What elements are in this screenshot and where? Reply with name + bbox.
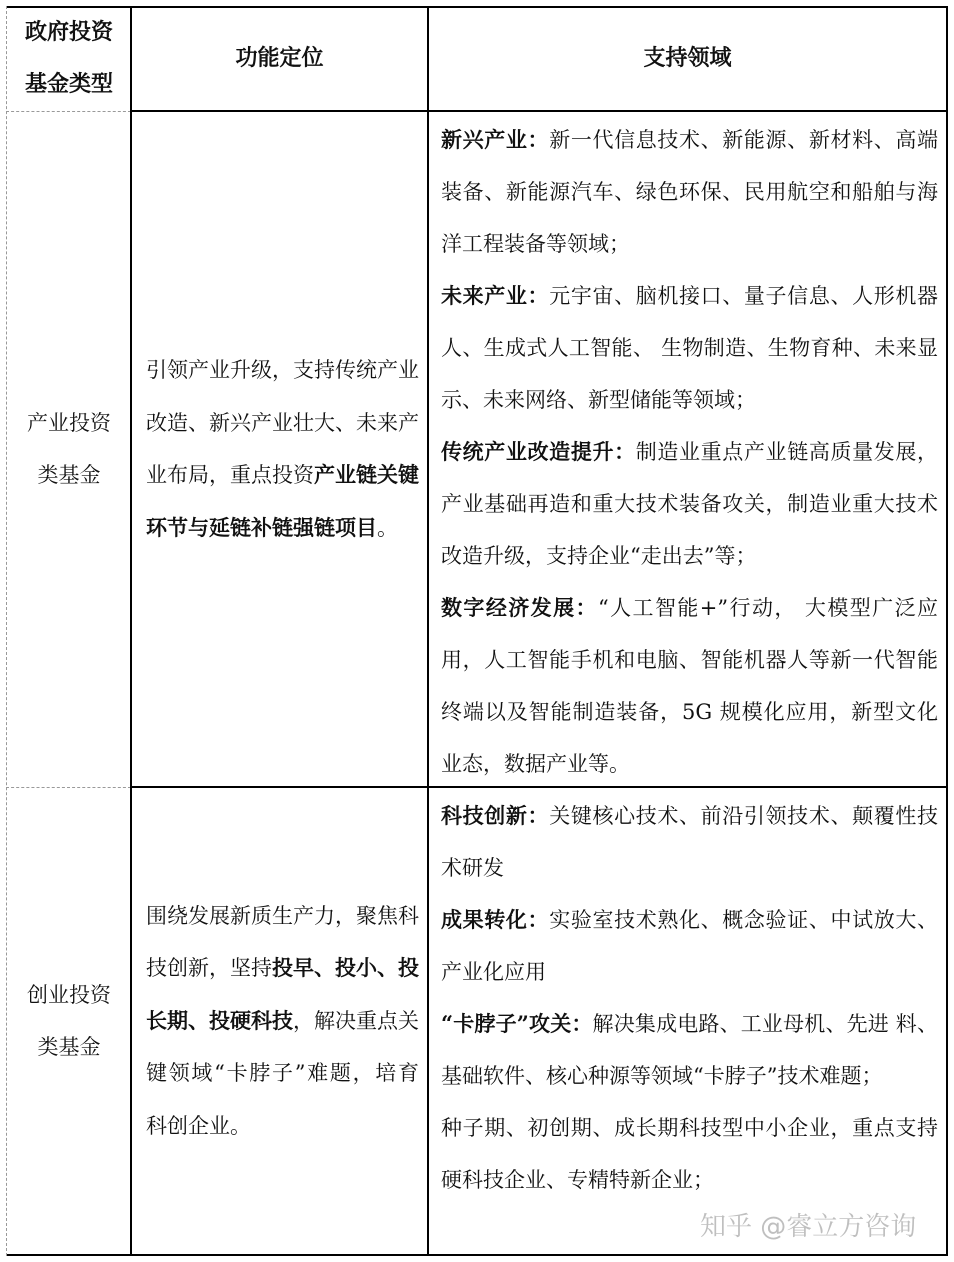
header-support-areas: 支持领域: [643, 45, 732, 71]
support-text: 关键核心技术、前沿引领技术、颠覆性技术研发: [441, 804, 939, 880]
row1-support-item: [441, 270, 938, 426]
support-text: 解决集成电路、工业母机、先进 料、基础软件、核心种源等领域“卡脖子”技术难题；: [441, 1012, 938, 1088]
row2-support-item: [441, 790, 938, 894]
row2-support-item: [441, 894, 938, 998]
row1-support-areas: [429, 114, 946, 786]
header-function: 功能定位: [235, 45, 324, 71]
row1-function-end: 。: [377, 515, 398, 540]
row2-support-item: [441, 998, 938, 1102]
support-text: 制造业重点产业链高质量发展，产业基础再造和重大技术装备攻关，制造业重大技术改造升级，支持企业“走出去”等；: [441, 440, 939, 568]
header-fund-type: [8, 6, 130, 110]
row2-fund-type: [8, 788, 130, 1254]
support-label: 成果转化：: [441, 907, 550, 932]
header-fund-type-line1: 政府投资: [24, 19, 113, 45]
row1-fund-type: [8, 112, 130, 786]
support-label: “卡脖子”攻关：: [441, 1011, 593, 1036]
row2-fund-type-line2: 类基金: [37, 1035, 101, 1059]
support-label: 科技创新：: [441, 803, 550, 828]
table-left-dashed: [6, 6, 7, 1256]
row1-fund-type-line2: 类基金: [37, 463, 101, 487]
row1-support-item: [441, 582, 938, 790]
support-text: “人工智能+”行动， 大模型广泛应用，人工智能手机和电脑、智能机器人等新一代智能终端以及智能制造装备，5G 规模化应用，新型文化业态，数据产业等。: [441, 596, 939, 776]
fund-table: [6, 6, 948, 1256]
row2-support-item: [441, 1102, 938, 1206]
row2-function-text: [146, 890, 419, 1153]
row1-support-item: [441, 426, 938, 582]
table-right-border: [946, 6, 948, 1256]
row1-function-bold: 产业链关键环节与延链补链强链项目: [146, 462, 419, 540]
support-text: 种子期、初创期、成长期科技型中小企业，重点支持硬科技企业、专精特新企业；: [441, 1116, 938, 1192]
row2-fund-type-line1: 创业投资: [27, 983, 111, 1007]
support-label: 数字经济发展：: [441, 595, 598, 620]
row2-function-a: 围绕发展新质生产力，聚焦科技创新，坚持: [146, 903, 419, 981]
support-label: 未来产业：: [441, 283, 550, 308]
row1-function: [132, 112, 427, 786]
support-text: 新一代信息技术、新能源、新材料、高端装备、新能源汽车、绿色环保、民用航空和船舶与海洋工程装备等领域；: [441, 128, 939, 256]
support-text: 元宇宙、脑机接口、量子信息、人形机器人、生成式人工智能、 生物制造、生物育种、未来显示、未来网络、新型储能等领域；: [441, 284, 939, 412]
support-label: 新兴产业：: [441, 127, 550, 152]
table-bottom-border: [6, 1254, 948, 1256]
row1-support-item: [441, 114, 938, 270]
header-fund-type-line2: 基金类型: [24, 71, 113, 97]
watermark: 知乎 @睿立方咨询: [700, 1212, 917, 1242]
row1-fund-type-line1: 产业投资: [27, 411, 111, 435]
row1-function-plain: 引领产业升级，支持传统产业改造、新兴产业壮大、未来产业布局，重点投资: [146, 358, 419, 487]
row2-function-c: ，解决重点关键领域“卡脖子”难题，培育科创企业。: [146, 1008, 419, 1138]
row2-function: [132, 788, 427, 1254]
row2-function-bold: 投早、投小、投长期、投硬科技: [146, 955, 419, 1033]
row2-support-areas: [429, 790, 946, 1254]
support-label: 传统产业改造提升：: [441, 439, 636, 464]
support-text: 实验室技术熟化、概念验证、中试放大、产业化应用: [441, 908, 939, 984]
row1-function-text: [146, 344, 419, 554]
